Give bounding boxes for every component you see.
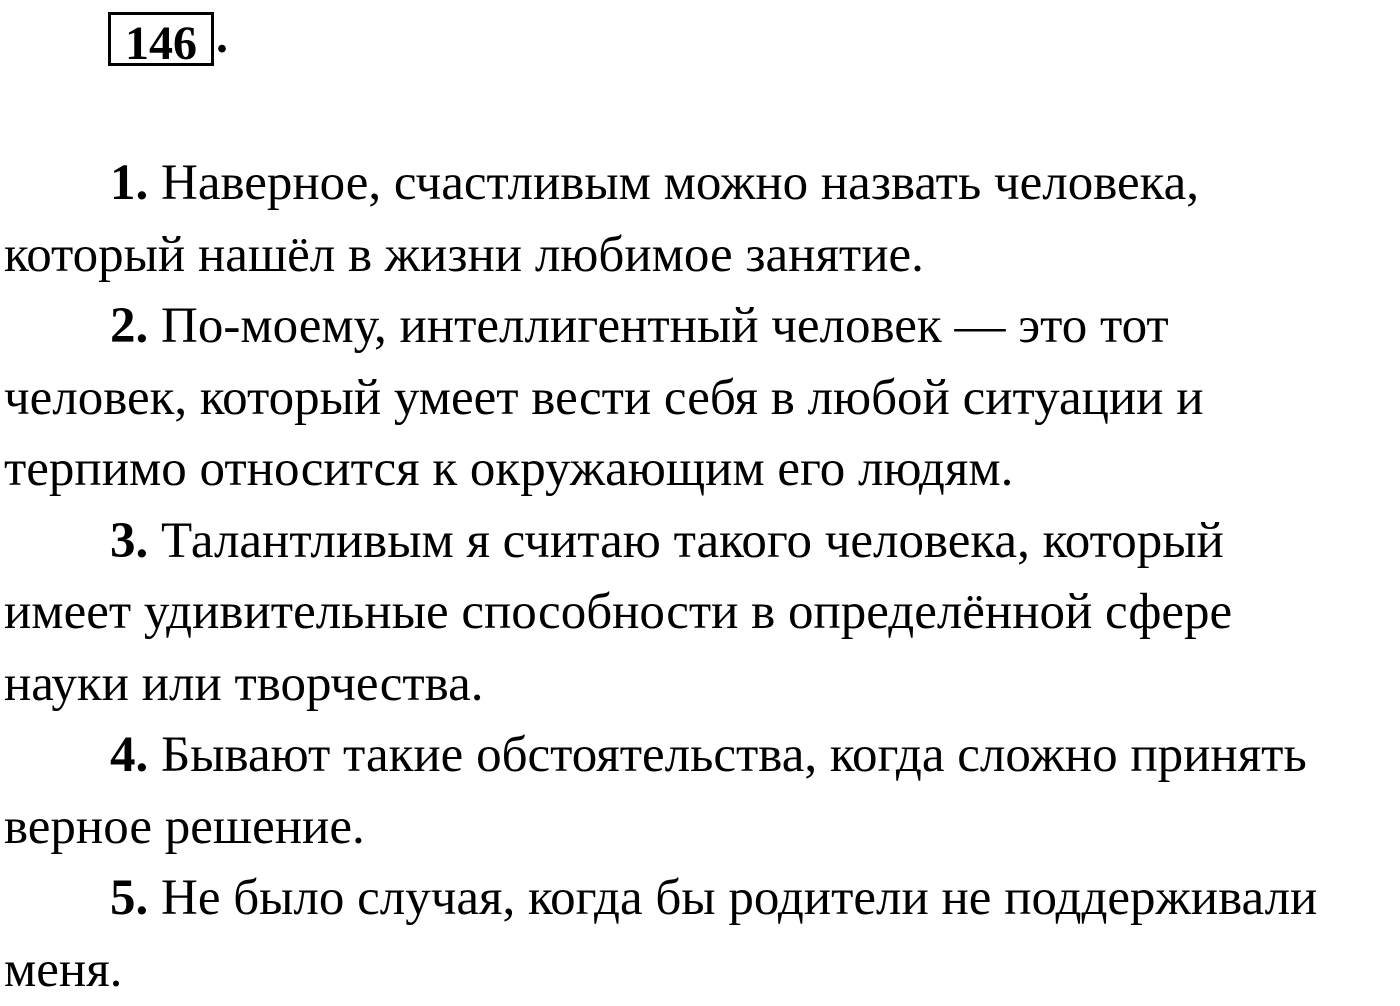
answer-item-5 — [4, 863, 1400, 1006]
answer-item-2 — [4, 291, 1400, 506]
answer-text: Талантливым я считаю такого человека, который — [161, 513, 1224, 569]
answer-line: науки или творчества. — [4, 649, 1400, 721]
exercise-number-dot: . — [216, 8, 228, 66]
exercise-header — [108, 6, 228, 66]
answer-line — [4, 291, 1400, 363]
answer-text: Наверное, счастливым можно назвать человека, — [161, 155, 1199, 211]
answer-text: Не было случая, когда бы родители не поддерживали — [161, 870, 1317, 926]
answer-line: верное решение. — [4, 792, 1400, 864]
answer-line: который нашёл в жизни любимое занятие. — [4, 220, 1400, 292]
answer-line: человек, который умеет вести себя в любой ситуации и — [4, 363, 1400, 435]
answer-line — [4, 720, 1400, 792]
item-number: 2. — [110, 298, 148, 354]
item-number: 5. — [110, 870, 148, 926]
answer-item-3 — [4, 506, 1400, 721]
answer-item-4 — [4, 720, 1400, 863]
item-number: 4. — [110, 727, 148, 783]
exercise-number-box: 146 — [108, 12, 214, 66]
answer-line — [4, 863, 1400, 935]
answer-line: терпимо относится к окружающим его людям. — [4, 434, 1400, 506]
item-number: 1. — [110, 155, 148, 211]
answer-line: меня. — [4, 935, 1400, 1006]
answer-line: имеет удивительные способности в определённой сфере — [4, 577, 1400, 649]
item-number: 3. — [110, 513, 148, 569]
answer-line — [4, 148, 1400, 220]
answer-text: Бывают такие обстоятельства, когда сложно принять — [161, 727, 1307, 783]
answers-list — [4, 148, 1400, 1006]
answer-text: По-моему, интеллигентный человек — это тот — [161, 298, 1169, 354]
answer-item-1 — [4, 148, 1400, 291]
answer-line — [4, 506, 1400, 578]
